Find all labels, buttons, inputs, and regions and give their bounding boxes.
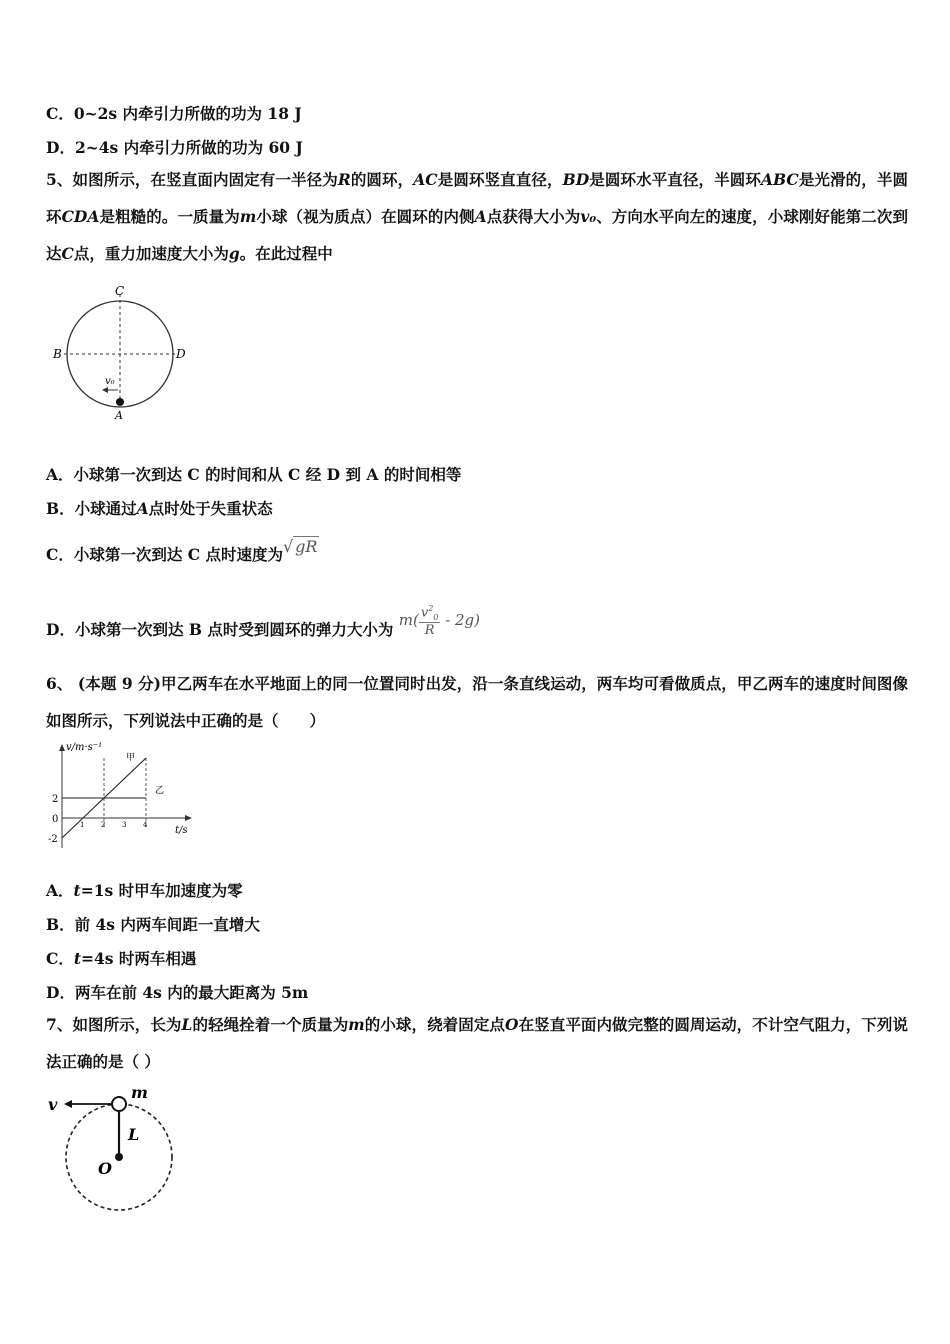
q6-vt-chart xyxy=(46,740,206,855)
q5-option-a: A．小球第一次到达 C 的时间和从 C 经 D 到 A 的时间相等 xyxy=(46,465,462,484)
q5-option-d: D．小球第一次到达 B 点时受到圆环的弹力大小为 m( $\frac{v^2_0}{R}$ - 2g) xyxy=(46,604,480,639)
q6-option-c: C．t=4s 时两车相遇 xyxy=(46,949,197,968)
q5-option-b: B．小球通过A点时处于失重状态 xyxy=(46,499,273,518)
x-axis-arrowhead xyxy=(185,815,192,821)
y-axis-arrowhead xyxy=(59,744,65,751)
ball-dot xyxy=(116,398,124,406)
series-label-0: 甲 xyxy=(126,753,136,763)
q4-option-d: D．2~4s 内牵引力所做的功为 60 J xyxy=(46,138,303,157)
label-o: O xyxy=(98,1159,112,1178)
x-tick-label-1: 1 xyxy=(80,821,85,829)
label-d: D xyxy=(176,347,186,361)
velocity-arrowhead xyxy=(64,1100,72,1108)
ball-circle xyxy=(112,1097,126,1111)
x-tick-label-4: 4 xyxy=(143,821,148,829)
y-tick-label--2: -2 xyxy=(48,834,58,845)
label-b: B xyxy=(53,347,62,361)
x-axis-label: t/s xyxy=(175,825,188,836)
q4-option-c: C．0~2s 内牵引力所做的功为 18 J xyxy=(46,104,302,123)
q6-option-a: A．t=1s 时甲车加速度为零 xyxy=(46,881,243,900)
label-l: L xyxy=(128,1125,140,1144)
label-c: C xyxy=(115,284,125,298)
q5-circle-figure xyxy=(48,280,198,425)
y-tick-label-2: 2 xyxy=(52,794,59,805)
pivot-o-dot xyxy=(115,1153,123,1161)
label-m: m xyxy=(131,1083,148,1102)
series-label-1: 乙 xyxy=(155,786,165,796)
q6-option-d: D．两车在前 4s 内的最大距离为 5m xyxy=(46,983,309,1002)
y-tick-label-0: 0 xyxy=(52,814,59,825)
label-v0: v₀ xyxy=(105,376,115,387)
label-a: A xyxy=(115,409,123,422)
q5-stem: 5、如图所示，在竖直面内固定有一半径为R的圆环，AC是圆环竖直直径，BD是圆环水平直径，半圆环ABC是光滑的，半圆环CDA是粗糙的。一质量为m小球（视为质点）在圆环的内侧A点获得大小为v₀、方向水平向左的速度，小球刚好能第二次到达C点，重力加速度大小为g。在此过程中 xyxy=(46,170,908,263)
q7-stem: 7、如图所示，长为L的轻绳拴着一个质量为m的小球，绕着固定点O在竖直平面内做完整的圆周运动，不计空气阻力，下列说法正确的是（ ） xyxy=(46,1015,908,1071)
velocity-arrowhead xyxy=(102,387,108,393)
label-v: v xyxy=(48,1095,58,1114)
sqrt-gr-formula: √ gR xyxy=(282,537,318,556)
x-tick-label-3: 3 xyxy=(122,821,127,829)
y-axis-label: v/m·s⁻¹ xyxy=(66,742,103,753)
q6-option-b: B．前 4s 内两车间距一直增大 xyxy=(46,915,260,934)
x-tick-label-2: 2 xyxy=(101,821,106,829)
q5-option-c: C．小球第一次到达 C 点时速度为√ gR xyxy=(46,537,318,564)
elastic-force-formula: m( $\frac{v^2_0}{R}$ - 2g) xyxy=(398,604,480,638)
q7-circular-motion-figure xyxy=(44,1080,184,1220)
q6-stem: 6、 (本题 9 分)甲乙两车在水平地面上的同一位置同时出发，沿一条直线运动，两车均可看做质点，甲乙两车的速度时间图像如图所示，下列说法中正确的是（ ） xyxy=(46,674,908,730)
